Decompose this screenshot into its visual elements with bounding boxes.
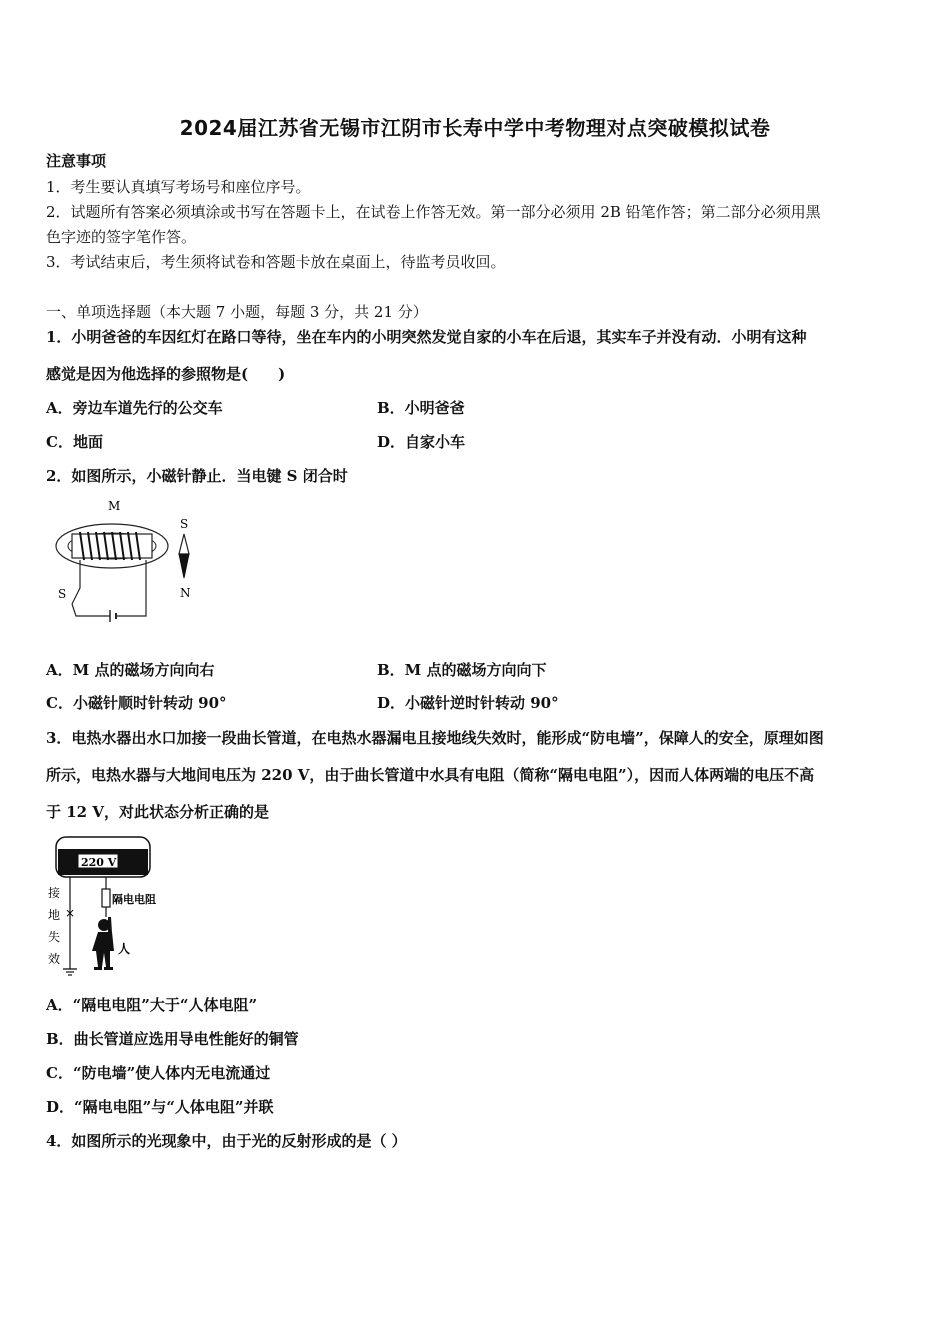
q3-stem-line1: 3．电热水器出水口加接一段曲长管道，在电热水器漏电且接地线失效时，能形成“防电墙”，保障人的安全，原理如图 (46, 729, 824, 747)
notice-item-2: 2．试题所有答案必须填涂或书写在答题卡上，在试卷上作答无效。第一部分必须用 2B 铅笔作答；第二部分必须用黑 (46, 203, 821, 221)
q2-label-needle-n: N (180, 586, 191, 600)
q3-option-a: A．“隔电电阻”大于“人体电阻” (46, 996, 258, 1014)
q1-stem-line1: 1．小明爸爸的车因红灯在路口等待，坐在车内的小明突然发觉自家的小车在后退，其实车子并没有动．小明有这种 (46, 328, 807, 346)
q1-stem-line2: 感觉是因为他选择的参照物是( ) (46, 365, 286, 383)
q3-label-resistor: 隔电电阻 (112, 893, 156, 906)
q2-option-b: B．M 点的磁场方向向下 (377, 661, 547, 679)
q4-stem: 4．如图所示的光现象中，由于光的反射形成的是（ ） (46, 1132, 407, 1150)
notice-heading: 注意事项 (46, 152, 107, 170)
q2-label-needle-s: S (180, 517, 189, 531)
q3-water-heater-figure (46, 835, 176, 980)
q2-stem: 2．如图所示，小磁针静止．当电键 S 闭合时 (46, 467, 348, 485)
q3-option-b: B．曲长管道应选用导电性能好的铜管 (46, 1030, 299, 1048)
q2-option-d: D．小磁针逆时针转动 90° (377, 694, 559, 712)
q3-label-ground-1: 接 (48, 886, 61, 900)
q2-option-a: A．M 点的磁场方向向右 (46, 661, 215, 679)
q2-solenoid-figure (46, 494, 216, 629)
q3-label-ground-4: 效 (48, 952, 61, 966)
q1-option-b: B．小明爸爸 (377, 399, 465, 417)
q3-option-c: C．“防电墙”使人体内无电流通过 (46, 1064, 271, 1082)
compass-needle-north-half (179, 554, 189, 578)
notice-item-2-cont: 色字迹的签字笔作答。 (46, 228, 197, 246)
circuit-wire-bottom-left (72, 604, 110, 616)
q1-option-c: C．地面 (46, 433, 103, 451)
q2-option-c: C．小磁针顺时针转动 90° (46, 694, 227, 712)
q3-label-voltage: 220 V (81, 856, 117, 869)
q3-option-d: D．“隔电电阻”与“人体电阻”并联 (46, 1098, 274, 1116)
ground-break-mark: × (65, 906, 76, 920)
page-title: 2024届江苏省无锡市江阴市长寿中学中考物理对点突破模拟试卷 (179, 116, 771, 140)
compass-needle-south-half (179, 534, 189, 554)
section-heading: 一、单项选择题（本大题 7 小题，每题 3 分，共 21 分） (46, 303, 428, 321)
notice-item-1: 1．考生要认真填写考场号和座位序号。 (46, 178, 311, 196)
q3-stem-line2: 所示，电热水器与大地间电压为 220 V，由于曲长管道中水具有电阻（简称“隔电电阻”），因而人体两端的电压不高 (46, 766, 815, 784)
isolation-resistor (102, 889, 110, 907)
circuit-wire-left (72, 560, 80, 604)
notice-item-3: 3．考试结束后，考生须将试卷和答题卡放在桌面上，待监考员收回。 (46, 253, 506, 271)
q3-label-person: 人 (118, 942, 131, 956)
q1-option-a: A．旁边车道先行的公交车 (46, 399, 223, 417)
q2-label-switch-s: S (58, 587, 67, 601)
q2-label-m: M (108, 499, 121, 513)
q1-option-d: D．自家小车 (377, 433, 466, 451)
person-silhouette (92, 917, 114, 970)
circuit-wire-right (116, 560, 146, 616)
q3-label-ground-3: 失 (48, 930, 61, 944)
q3-label-ground-2: 地 (48, 908, 61, 922)
q3-stem-line3: 于 12 V，对此状态分析正确的是 (46, 803, 269, 821)
